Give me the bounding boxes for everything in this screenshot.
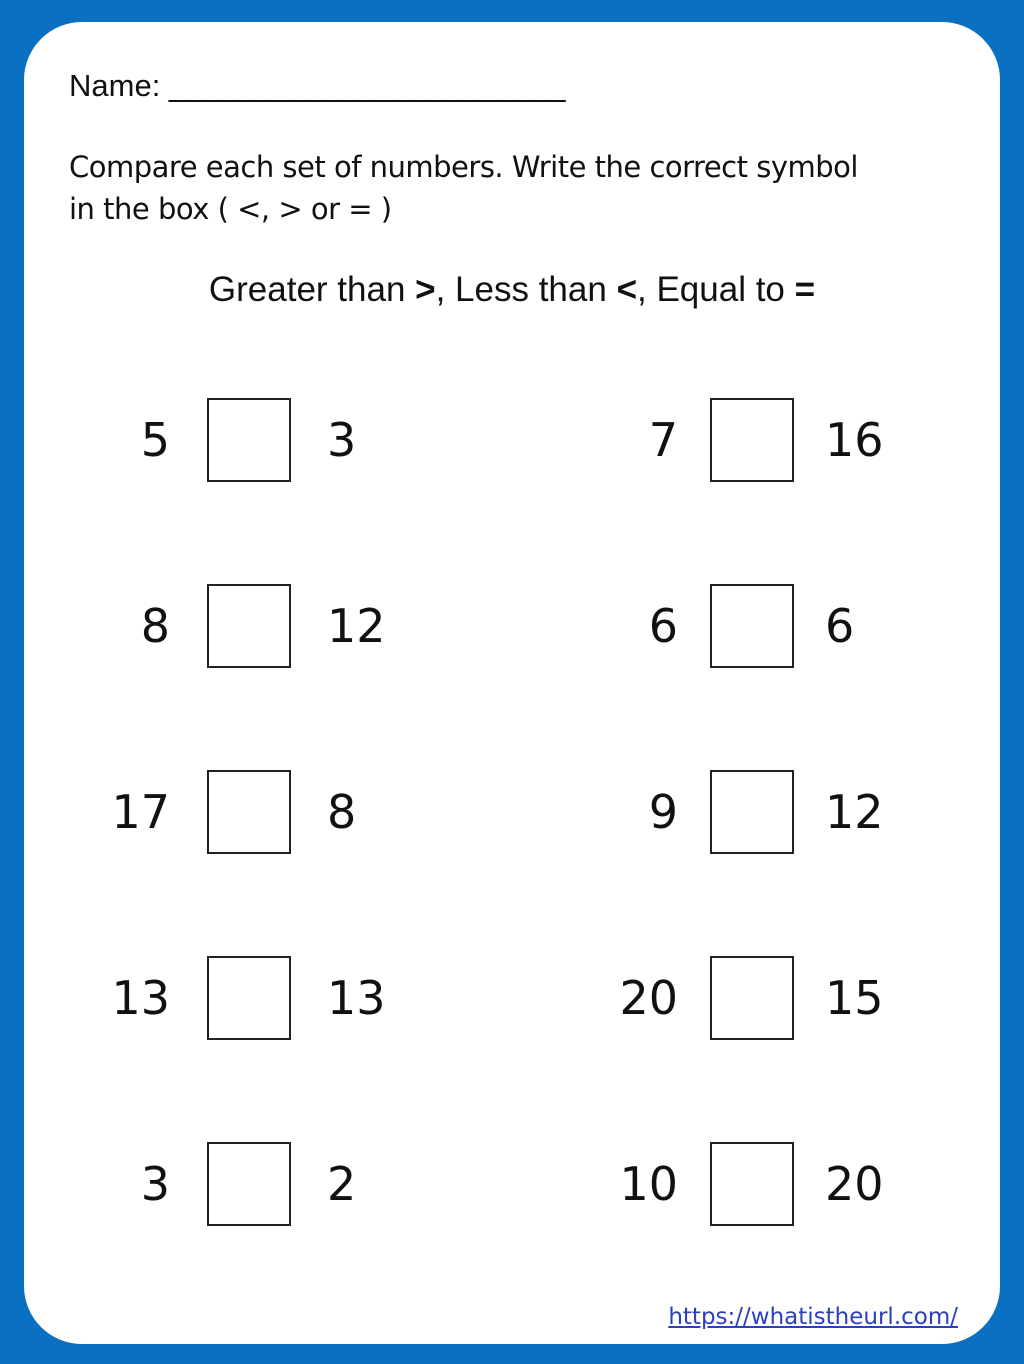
left-number: 6 — [648, 599, 678, 653]
instructions-line-1: Compare each set of numbers. Write the correct symbol — [69, 150, 858, 184]
answer-box[interactable] — [710, 398, 794, 482]
problem-10 — [24, 1142, 1000, 1226]
answer-box[interactable] — [710, 584, 794, 668]
right-number: 15 — [825, 971, 884, 1025]
left-number: 3 — [140, 1157, 170, 1211]
legend-equal-text: , Equal to — [637, 270, 795, 309]
problem-8 — [24, 956, 1000, 1040]
legend-equal-symbol: = — [794, 270, 816, 309]
instructions — [69, 146, 949, 230]
left-number: 8 — [140, 599, 170, 653]
answer-box[interactable] — [710, 956, 794, 1040]
worksheet-page — [24, 22, 1000, 1344]
problem-6 — [24, 770, 1000, 854]
name-field-label[interactable]: Name: _______________________ — [69, 68, 566, 103]
answer-box[interactable] — [710, 1142, 794, 1226]
instructions-line-2: in the box ( <, > or = ) — [69, 192, 392, 226]
problem-2 — [24, 398, 1000, 482]
legend-less-symbol: < — [616, 270, 638, 309]
right-number: 12 — [327, 599, 386, 653]
source-link[interactable]: https://whatistheurl.com/ — [668, 1304, 958, 1330]
left-number: 9 — [648, 785, 678, 839]
right-number: 12 — [825, 785, 884, 839]
legend-less-text: , Less than — [435, 270, 617, 309]
symbol-legend — [24, 270, 1000, 310]
legend-greater-symbol: > — [415, 270, 436, 309]
left-number: 5 — [140, 413, 170, 467]
right-number: 20 — [825, 1157, 884, 1211]
left-number: 13 — [111, 971, 170, 1025]
left-number: 20 — [619, 971, 678, 1025]
right-number: 16 — [825, 413, 884, 467]
right-number: 2 — [327, 1157, 357, 1211]
right-number: 13 — [327, 971, 386, 1025]
right-number: 8 — [327, 785, 357, 839]
left-number: 10 — [619, 1157, 678, 1211]
right-number: 6 — [825, 599, 855, 653]
right-number: 3 — [327, 413, 357, 467]
problem-4 — [24, 584, 1000, 668]
left-number: 17 — [111, 785, 170, 839]
legend-greater-text: Greater than — [208, 270, 416, 309]
answer-box[interactable] — [710, 770, 794, 854]
left-number: 7 — [648, 413, 678, 467]
